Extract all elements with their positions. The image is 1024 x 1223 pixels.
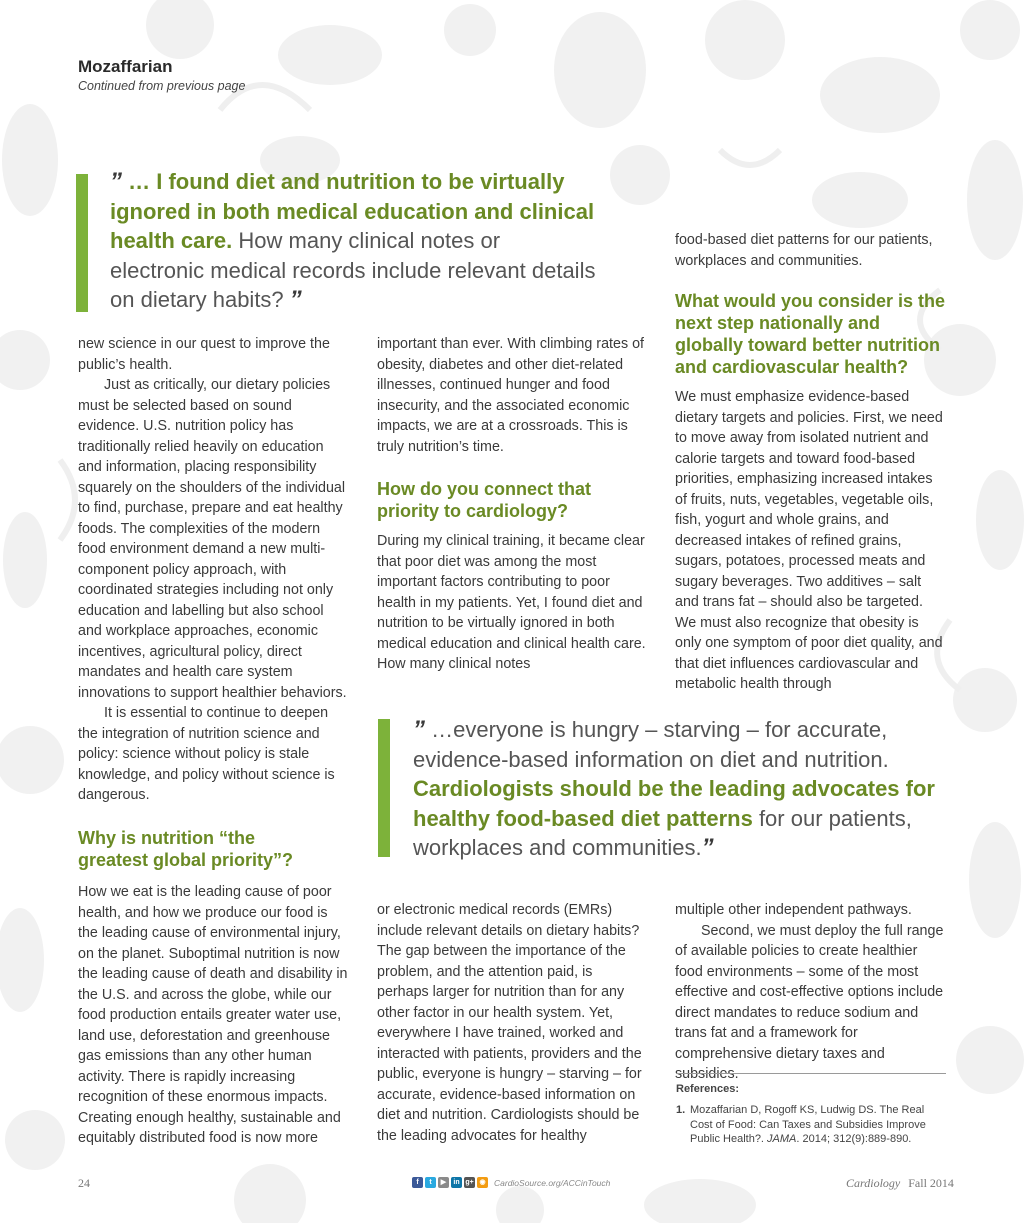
pull-quote-2-highlight: Cardiologists should be the leading advocates for healthy food-based diet patterns — [413, 776, 935, 831]
body-paragraph: new science in our quest to improve the public’s health. — [78, 336, 330, 373]
body-paragraph: It is essential to continue to deepen the integration of nutrition science and policy: science without policy is stale knowledge, and policy without science is dangerous. — [78, 705, 335, 803]
facebook-icon[interactable]: f — [412, 1177, 423, 1188]
pull-quote-1 — [76, 168, 596, 313]
pull-quote-1-text — [110, 167, 596, 315]
body-paragraph: multiple other independent pathways. — [675, 902, 912, 918]
reference-item — [676, 1103, 946, 1147]
pull-quote-2-bar — [378, 719, 390, 857]
body-paragraph: important than ever. With climbing rates of obesity, diabetes and other diet-related illnesses, continued hunger and food insecurity, and the associated economic impacts, we are at a crossroads. This is truly nutrition’s time. — [377, 336, 644, 455]
pull-quote-1-rest: How many clinical notes or electronic medical records include relevant details on dietary habits? — [110, 228, 596, 312]
pull-quote-2-lead: …everyone is hungry – starving – for accurate, evidence-based information on diet and nutrition. — [413, 717, 889, 772]
social-icons — [412, 1177, 488, 1188]
pull-quote-1-highlight: … I found diet and nutrition to be virtually ignored in both medical education and clinical health care. — [110, 169, 595, 253]
pull-quote-2-rest: for our patients, workplaces and communities. — [413, 805, 912, 860]
issue-date: Fall 2014 — [908, 1176, 954, 1190]
page-number: 24 — [78, 1176, 90, 1190]
author-name: Mozaffarian — [78, 57, 173, 76]
open-quote-mark: ” — [413, 716, 425, 743]
body-paragraph: Second, we must deploy the full range of available policies to create healthier food environments – some of the most effective and cost-effective options include direct mandates to reduce sodium and trans fat and a framework for comprehensive dietary taxes and subsidies. — [675, 922, 944, 1082]
twitter-icon[interactable]: t — [425, 1177, 436, 1188]
pull-quote-1-bar — [76, 174, 88, 312]
reference-text: Mozaffarian D, Rogoff KS, Ludwig DS. The Real Cost of Food: Can Taxes and Subsidies Improve Public Health?. — [690, 1104, 926, 1145]
body-paragraph: How we eat is the leading cause of poor health, and how we produce our food is the leading cause of environmental injury, on the planet. Suboptimal nutrition is now the leading cause of death and disability in the U.S. and across the globe, while our food production entails greater water use, land use, deforestation and greenhouse gas emissions than any other human activity. There is rapidly increasing recognition of these enormous impacts. Creating enough healthy, sustainable and equitably distributed food is now more — [78, 884, 348, 1146]
reference-details: . 2014; 312(9):889-890. — [796, 1133, 912, 1145]
googleplus-icon[interactable]: g+ — [465, 1179, 474, 1186]
references — [676, 1073, 946, 1147]
close-quote-mark: ” — [701, 834, 714, 861]
reference-journal: JAMA — [767, 1133, 797, 1145]
journal-name: Cardiology — [846, 1176, 901, 1190]
column-3 — [675, 230, 947, 695]
body-paragraph: Just as critically, our dietary policies must be selected based on sound evidence. U.S. nutrition policy has traditionally relied heavily on education and information, placing responsibility squarely on the shoulders of the individual to find, purchase, prepare and eat healthy foods. The complexities of the modern food environment demand a new multi-component policy approach, with coordinated strategies including not only education and labelling but also school and workplace approaches, economic incentives, agricultural policy, direct mandates and health care system innovations to support healthier behaviors. — [78, 377, 347, 701]
footer-url-link[interactable]: CardioSource.org/ACCinTouch — [494, 1178, 611, 1188]
section-heading-cardiology: How do you connect that priority to cardiology? — [377, 479, 591, 521]
body-paragraph: We must emphasize evidence-based dietary targets and policies. First, we need to move away from isolated nutrient and calorie targets and toward food-based priorities, emphasizing increased intakes of fruits, nuts, vegetables, vegetable oils, fish, yogurt and whole grains, and decreased intakes of refined grains, sugars, potatoes, processed meats and sugary beverages. Two additives – salt and trans fat – should also be targeted. We must also recognize that obesity is only one symptom of poor diet quality, and that diet influences cardiovascular and metabolic health through — [675, 389, 943, 692]
youtube-icon[interactable]: ▶ — [438, 1177, 449, 1188]
column-2 — [377, 334, 647, 675]
pull-quote-2-text — [413, 715, 938, 863]
close-quote-mark: ” — [289, 286, 302, 313]
references-title: References: — [676, 1083, 739, 1095]
rss-icon[interactable]: ◉ — [477, 1177, 488, 1188]
body-paragraph: or electronic medical records (EMRs) include relevant details on dietary habits? The gap between the importance of the problem, and the attention paid, is perhaps larger for nutrition than for any other factor in our health system. Yet, everywhere I have trained, worked and interacted with patients, providers and the public, everyone is hungry – starving – for accurate, evidence-based information on diet and nutrition. Cardiologists should be the leading advocates for healthy — [377, 902, 642, 1144]
continued-note: Continued from previous page — [78, 79, 246, 93]
column-1 — [78, 334, 350, 806]
column-1-lower — [78, 827, 350, 1149]
open-quote-mark: ” — [110, 168, 122, 195]
section-heading-why-nutrition: Why is nutrition “the greatest global priority”? — [78, 828, 294, 870]
column-3-lower — [675, 900, 947, 1085]
body-paragraph: food-based diet patterns for our patients, workplaces and communities. — [675, 232, 933, 269]
column-2-lower — [377, 900, 647, 1146]
journal-issue — [846, 1176, 954, 1191]
section-heading-next-step: What would you consider is the next step nationally and globally toward better nutrition and cardiovascular health? — [675, 291, 946, 377]
body-paragraph: During my clinical training, it became clear that poor diet was among the most important factors contributing to poor health in my patients. Yet, I found diet and nutrition to be virtually ignored in both medical education and clinical health care. How many clinical notes — [377, 533, 646, 672]
pull-quote-2 — [378, 716, 938, 861]
linkedin-icon[interactable]: in — [451, 1177, 462, 1188]
reference-number: 1. — [676, 1104, 686, 1116]
